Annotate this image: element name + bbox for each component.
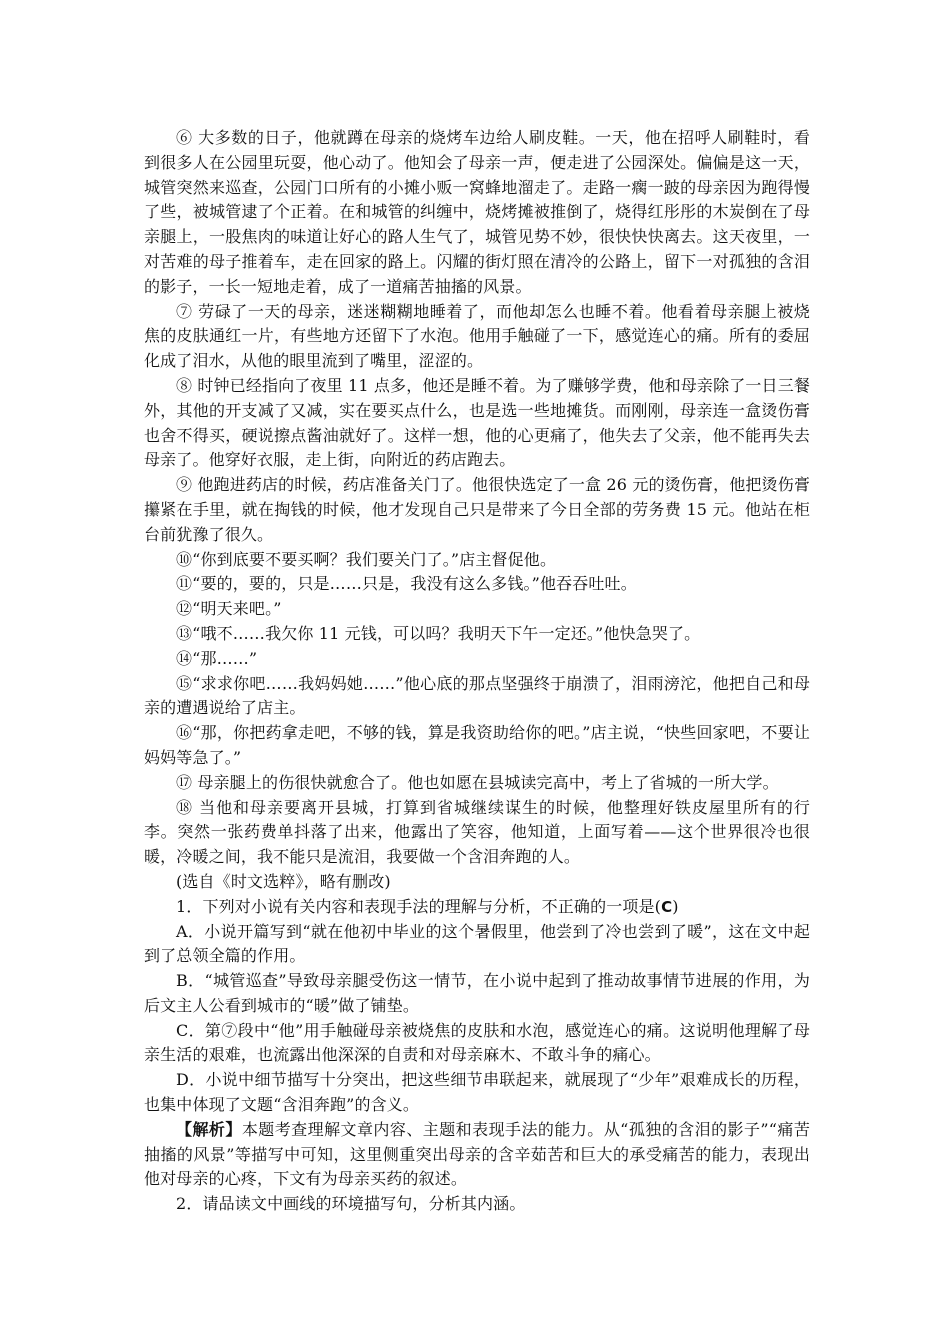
paragraph-8: ⑧ 时钟已经指向了夜里 11 点多，他还是睡不着。为了赚够学费，他和母亲除了一日三餐外，其他的开支减了又减，实在要买点什么，也是选一些地摊货。而刚刚，母亲连一盒烫伤膏也舍不得买，硬说擦点酱油就好了。这样一想，他的心更痛了，他失去了父亲，他不能再失去母亲了。他穿好衣服，走上街，向附近的药店跑去。 — [144, 375, 810, 470]
paragraph-6: ⑥ 大多数的日子，他就蹲在母亲的烧烤车边给人刷皮鞋。一天，他在招呼人刷鞋时，看到很多人在公园里玩耍，他心动了。他知会了母亲一声，便走进了公园深处。偏偏是这一天，城管突然来巡查，公园门口所有的小摊小贩一窝蜂地溜走了。走路一瘸一跛的母亲因为跑得慢了些，被城管逮了个正着。在和城管的纠缠中，烧烤摊被推倒了，烧得红彤彤的木炭倒在了母亲腿上，一股焦肉的味道让好心的路人生气了，城管见势不妙，很快快快离去。这天夜里，一对苦难的母子推着车，走在回家的路上。闪耀的街灯照在清冷的公路上，留下一对孤独的含泪的影子，一长一短地走着，成了一道痛苦抽搐的风景。 — [144, 128, 810, 296]
option-d: D．小说中细节描写十分突出，把这些细节串联起来，就展现了“少年”艰难成长的历程，也集中体现了文题“含泪奔跑”的含义。 — [144, 1070, 810, 1115]
paragraph-11: ⑪“要的，要的，只是……只是，我没有这么多钱。”他吞吞吐吐。 — [176, 574, 637, 594]
paragraph-15: ⑮“求求你吧……我妈妈她……”他心底的那点坚强终于崩溃了，泪雨滂沱，他把自己和母亲的遭遇说给了店主。 — [144, 673, 810, 718]
paragraph-14: ⑭“那……” — [176, 648, 258, 668]
paragraph-13: ⑬“哦不……我欠你 11 元钱，可以吗？我明天下午一定还。”他快急哭了。 — [176, 623, 701, 643]
analysis-label: 【解析】 — [176, 1119, 242, 1139]
question-1-close: ) — [672, 896, 679, 916]
source-note: (选自《时文选粹》，略有删改) — [176, 871, 391, 891]
question-1-text: 1．下列对小说有关内容和表现手法的理解与分析，不正确的一项是( — [176, 896, 662, 916]
question-2: 2．请品读文中画线的环境描写句，分析其内涵。 — [176, 1194, 526, 1214]
paragraph-16: ⑯“那，你把药拿走吧，不够的钱，算是我资助给你的吧。”店主说，“快些回家吧，不要让妈妈等急了。” — [144, 723, 810, 767]
document-page — [144, 126, 810, 1217]
option-c: C．第⑦段中“他”用手触碰母亲被烧焦的皮肤和水泡，感觉连心的痛。这说明他理解了母亲生活的艰难，也流露出他深深的自责和对母亲麻木、不敢斗争的痛心。 — [144, 1020, 810, 1065]
analysis — [144, 1118, 810, 1192]
paragraph-18: ⑱ 当他和母亲要离开县城，打算到省城继续谋生的时候，他整理好铁皮屋里所有的行李。突然一张药费单抖落了出来，他露出了笑容，他知道，上面写着——这个世界很冷也很暖，冷暖之间，我不能只是流泪，我要做一个含泪奔跑的人。 — [144, 797, 810, 867]
question-1-stem — [144, 895, 810, 920]
option-a: A．小说开篇写到“就在他初中毕业的这个暑假里，他尝到了冷也尝到了暖”，这在文中起到了总领全篇的作用。 — [144, 921, 810, 966]
paragraph-17: ⑰ 母亲腿上的伤很快就愈合了。他也如愿在县城读完高中，考上了省城的一所大学。 — [176, 772, 779, 792]
paragraph-9: ⑨ 他跑进药店的时候，药店准备关门了。他很快选定了一盒 26 元的烫伤膏，他把烫伤膏攥紧在手里，就在掏钱的时候，他才发现自己只是带来了今日全部的劳务费 15 元。他站在柜台前犹豫了很久。 — [144, 475, 810, 544]
analysis-text: 本题考查理解文章内容、主题和表现手法的能力。从“孤独的含泪的影子”“痛苦抽搐的风景”等描写中可知，这里侧重突出母亲的含辛茹苦和巨大的承受痛苦的能力，表现出他对母亲的心疼，下文有为母亲买药的叙述。 — [144, 1119, 810, 1189]
option-b: B．“城管巡查”导致母亲腿受伤这一情节，在小说中起到了推动故事情节进展的作用，为后文主人公看到城市的“暖”做了铺垫。 — [144, 971, 810, 1015]
paragraph-12: ⑫“明天来吧。” — [176, 599, 282, 619]
paragraph-7: ⑦ 劳碌了一天的母亲，迷迷糊糊地睡着了，而他却怎么也睡不着。他看着母亲腿上被烧焦的皮肤通红一片，有些地方还留下了水泡。他用手触碰了一下，感觉连心的痛。所有的委屈化成了泪水，从他的眼里流到了嘴里，涩涩的。 — [144, 301, 810, 371]
paragraph-10: ⑩“你到底要不要买啊？我们要关门了。”店主督促他。 — [176, 549, 557, 569]
question-1-answer: C — [661, 897, 673, 916]
